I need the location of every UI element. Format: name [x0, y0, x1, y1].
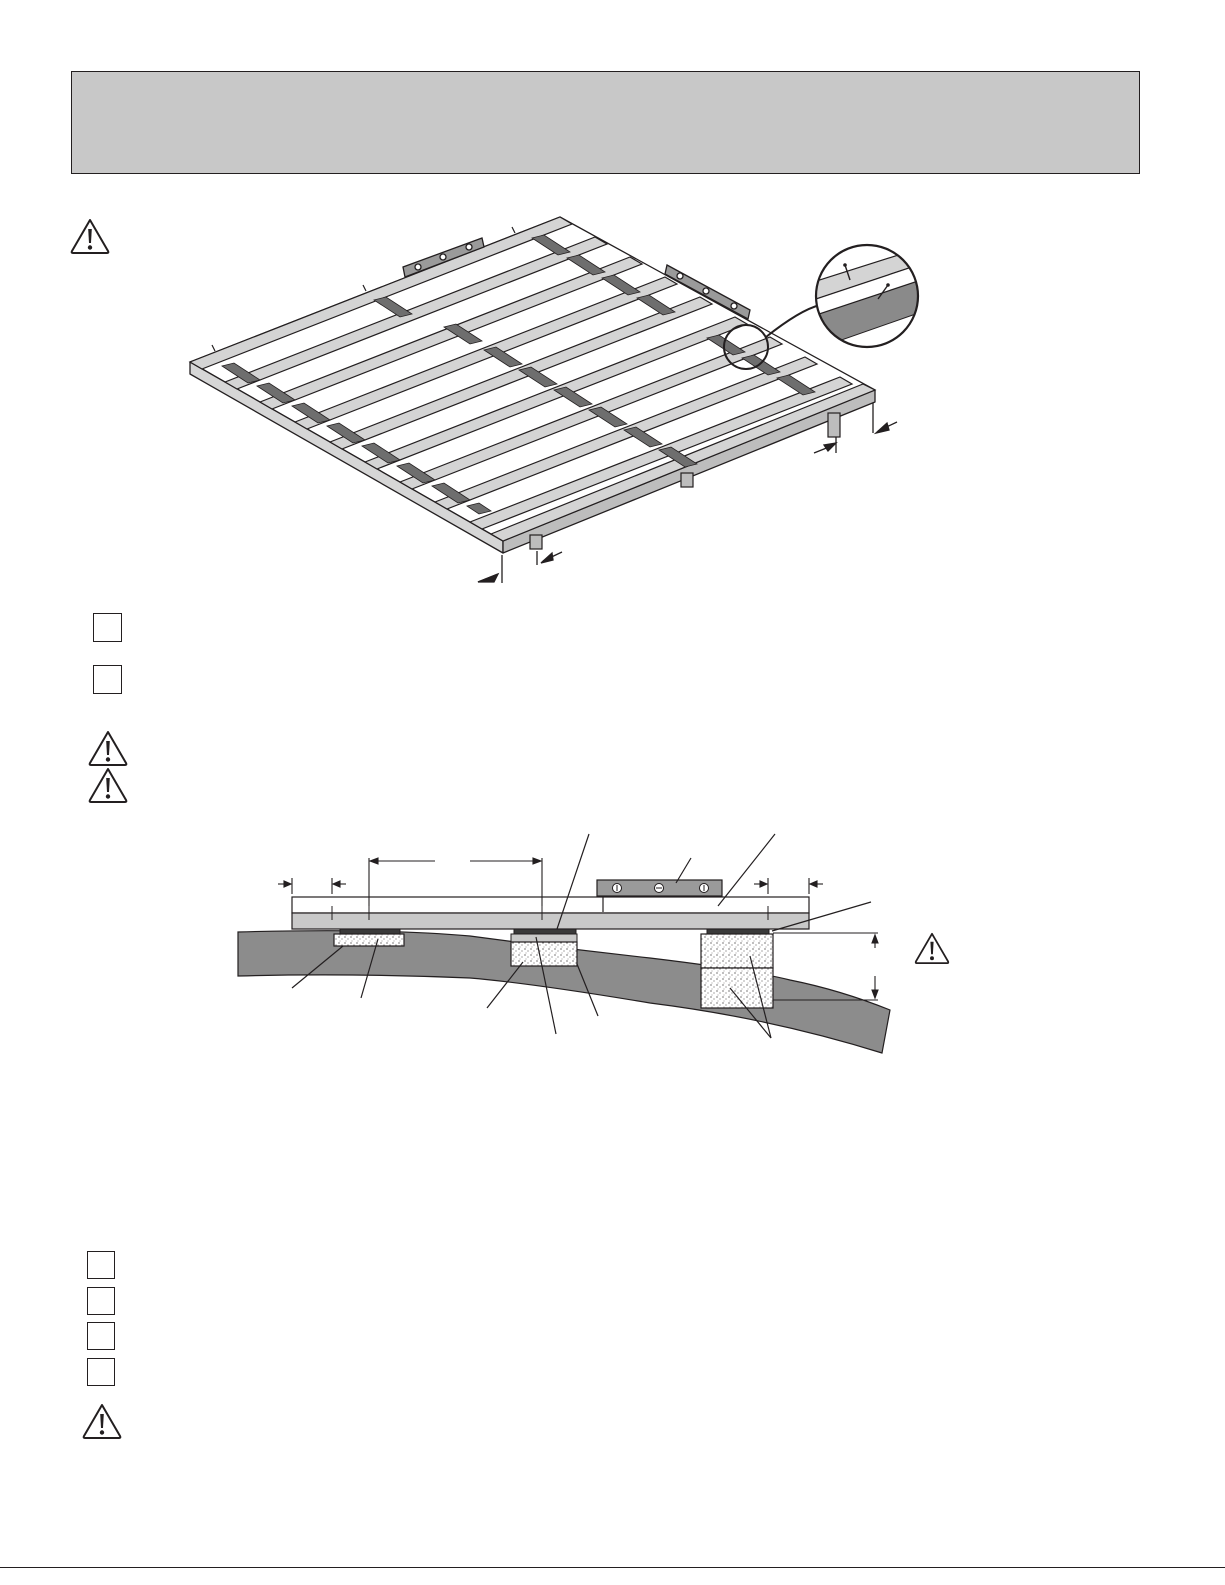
warning-icon — [914, 932, 950, 964]
checklist-box-5[interactable] — [87, 1322, 115, 1350]
checklist-box-6[interactable] — [87, 1358, 115, 1386]
warning-icon — [70, 218, 110, 254]
checklist-box-4[interactable] — [87, 1287, 115, 1315]
foundation-cross-section — [230, 828, 950, 1058]
checklist-box-3[interactable] — [87, 1251, 115, 1279]
checklist-box-1[interactable] — [93, 613, 122, 642]
warning-icon — [88, 730, 128, 766]
warning-icon — [82, 1403, 122, 1439]
header-banner — [71, 71, 1140, 174]
floor-frame-illustration — [160, 205, 940, 590]
nail-detail-magnifier — [810, 245, 930, 355]
footer-rule — [0, 1567, 1225, 1568]
warning-icon — [88, 767, 128, 803]
checklist-box-2[interactable] — [93, 665, 122, 694]
